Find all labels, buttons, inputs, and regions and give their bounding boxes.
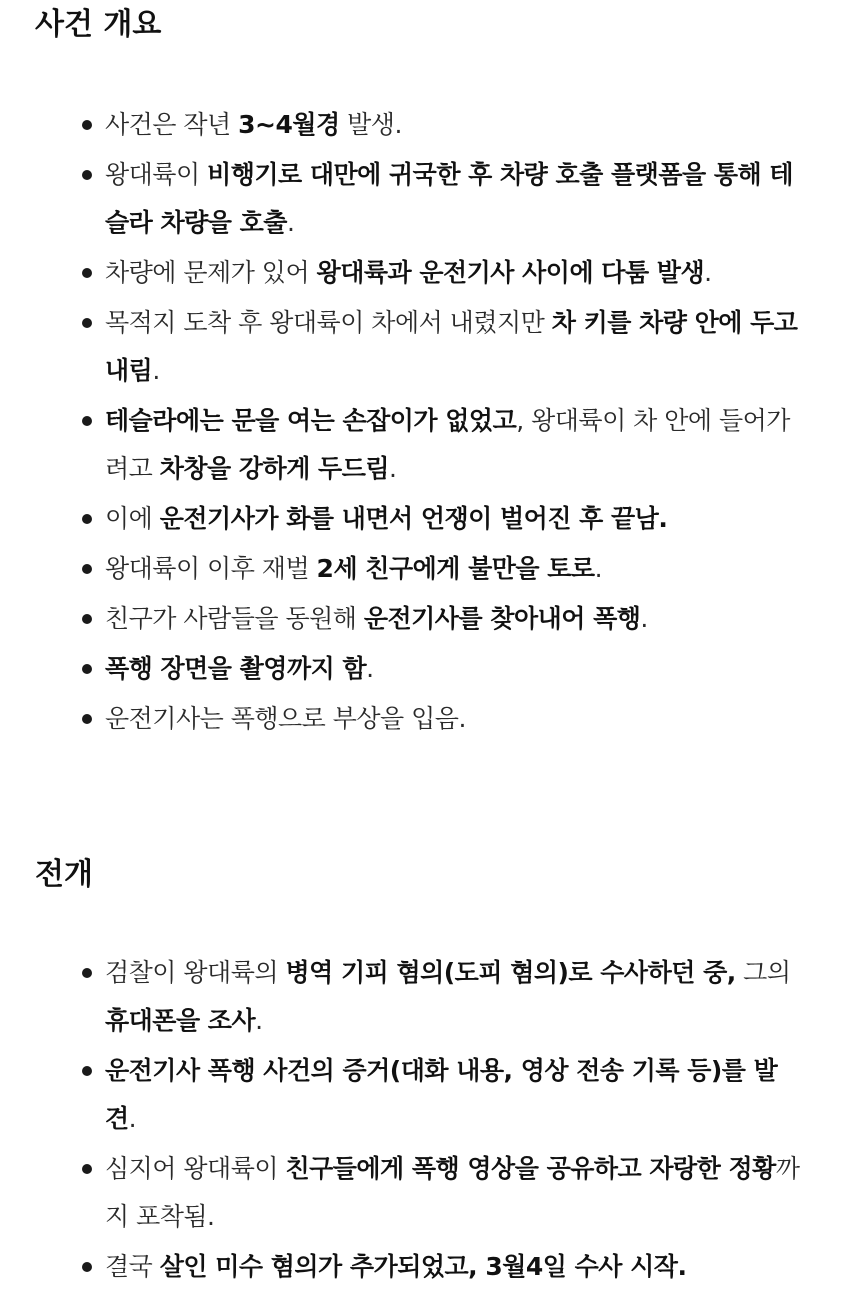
list-item bbox=[0, 545, 843, 593]
section-title-development: 전개 bbox=[35, 857, 93, 892]
bold-text: 비행기로 대만에 귀국한 후 차량 호출 플랫폼을 통해 테슬라 차량을 호출 bbox=[105, 160, 793, 237]
text-segment: 심지어 왕대륙이 bbox=[105, 1154, 286, 1183]
text-segment: 발생. bbox=[339, 110, 402, 139]
list-item bbox=[0, 151, 843, 247]
text-segment: . bbox=[255, 1006, 263, 1035]
list-item bbox=[0, 1145, 843, 1241]
bold-text: 살인 미수 혐의가 추가되었고, 3월4일 수사 시작. bbox=[159, 1252, 687, 1281]
text-segment: . bbox=[128, 1104, 137, 1133]
text-segment: . bbox=[704, 258, 712, 287]
text-segment: 왕대륙이 이후 재벌 bbox=[105, 554, 317, 583]
bold-text: 차 키를 차량 안에 두고 내림 bbox=[105, 308, 798, 385]
text-segment: 운전기사는 폭행으로 부상을 입음. bbox=[105, 704, 466, 733]
bold-text: 병역 기피 혐의(도피 혐의)로 수사하던 중, bbox=[285, 958, 736, 987]
list-item bbox=[0, 595, 843, 643]
bold-text: 친구들에게 폭행 영상을 공유하고 자랑한 정황 bbox=[285, 1154, 776, 1183]
list-item bbox=[0, 299, 843, 395]
text-segment: . bbox=[594, 554, 603, 583]
text-segment: . bbox=[286, 208, 295, 237]
list-item bbox=[0, 949, 843, 1045]
bold-text: 2세 친구에게 불만을 토로 bbox=[316, 554, 595, 583]
bold-text: 운전기사가 화를 내면서 언쟁이 벌어진 후 끝남. bbox=[159, 504, 668, 533]
text-segment: . bbox=[640, 604, 648, 633]
text-segment: , 왕대륙이 차 안에 들어가려고 bbox=[105, 406, 790, 483]
list-item bbox=[0, 1047, 843, 1143]
list-item bbox=[0, 397, 843, 493]
text-segment: 친구가 사람들을 동원해 bbox=[105, 604, 364, 633]
text-segment: 차량에 문제가 있어 bbox=[105, 258, 317, 287]
overview-bullet-list bbox=[0, 101, 843, 743]
text-segment: 목적지 도착 후 왕대륙이 차에서 내렸지만 bbox=[105, 308, 552, 337]
bold-text: 차창을 강하게 두드림 bbox=[159, 454, 390, 483]
text-segment: 그의 bbox=[735, 958, 791, 987]
text-segment: . bbox=[389, 454, 397, 483]
list-item bbox=[0, 695, 843, 743]
bold-text: 폭행 장면을 촬영까지 함 bbox=[105, 654, 367, 683]
bold-text: 왕대륙과 운전기사 사이에 다툼 발생 bbox=[316, 258, 705, 287]
text-segment: 왕대륙이 bbox=[105, 160, 208, 189]
bold-text: 3~4월경 bbox=[238, 110, 340, 139]
bold-text: 운전기사 폭행 사건의 증거(대화 내용, 영상 전송 기록 등)를 발견 bbox=[105, 1056, 778, 1133]
text-segment: . bbox=[152, 356, 160, 385]
bold-text: 운전기사를 찾아내어 폭행 bbox=[363, 604, 641, 633]
list-item bbox=[0, 101, 843, 149]
development-bullet-list bbox=[0, 949, 843, 1291]
text-segment: 결국 bbox=[105, 1252, 160, 1281]
bold-text: 휴대폰을 조사 bbox=[105, 1006, 256, 1035]
text-segment: 까지 포착됨. bbox=[105, 1154, 800, 1231]
text-segment: . bbox=[366, 654, 374, 683]
list-item bbox=[0, 645, 843, 693]
bold-text: 테슬라에는 문을 여는 손잡이가 없었고 bbox=[105, 406, 517, 435]
text-segment: 이에 bbox=[105, 504, 160, 533]
section-title-overview: 사건 개요 bbox=[35, 7, 162, 42]
list-item bbox=[0, 249, 843, 297]
text-segment: 사건은 작년 bbox=[105, 110, 239, 139]
list-item bbox=[0, 1243, 843, 1291]
list-item bbox=[0, 495, 843, 543]
text-segment: 검찰이 왕대륙의 bbox=[105, 958, 286, 987]
